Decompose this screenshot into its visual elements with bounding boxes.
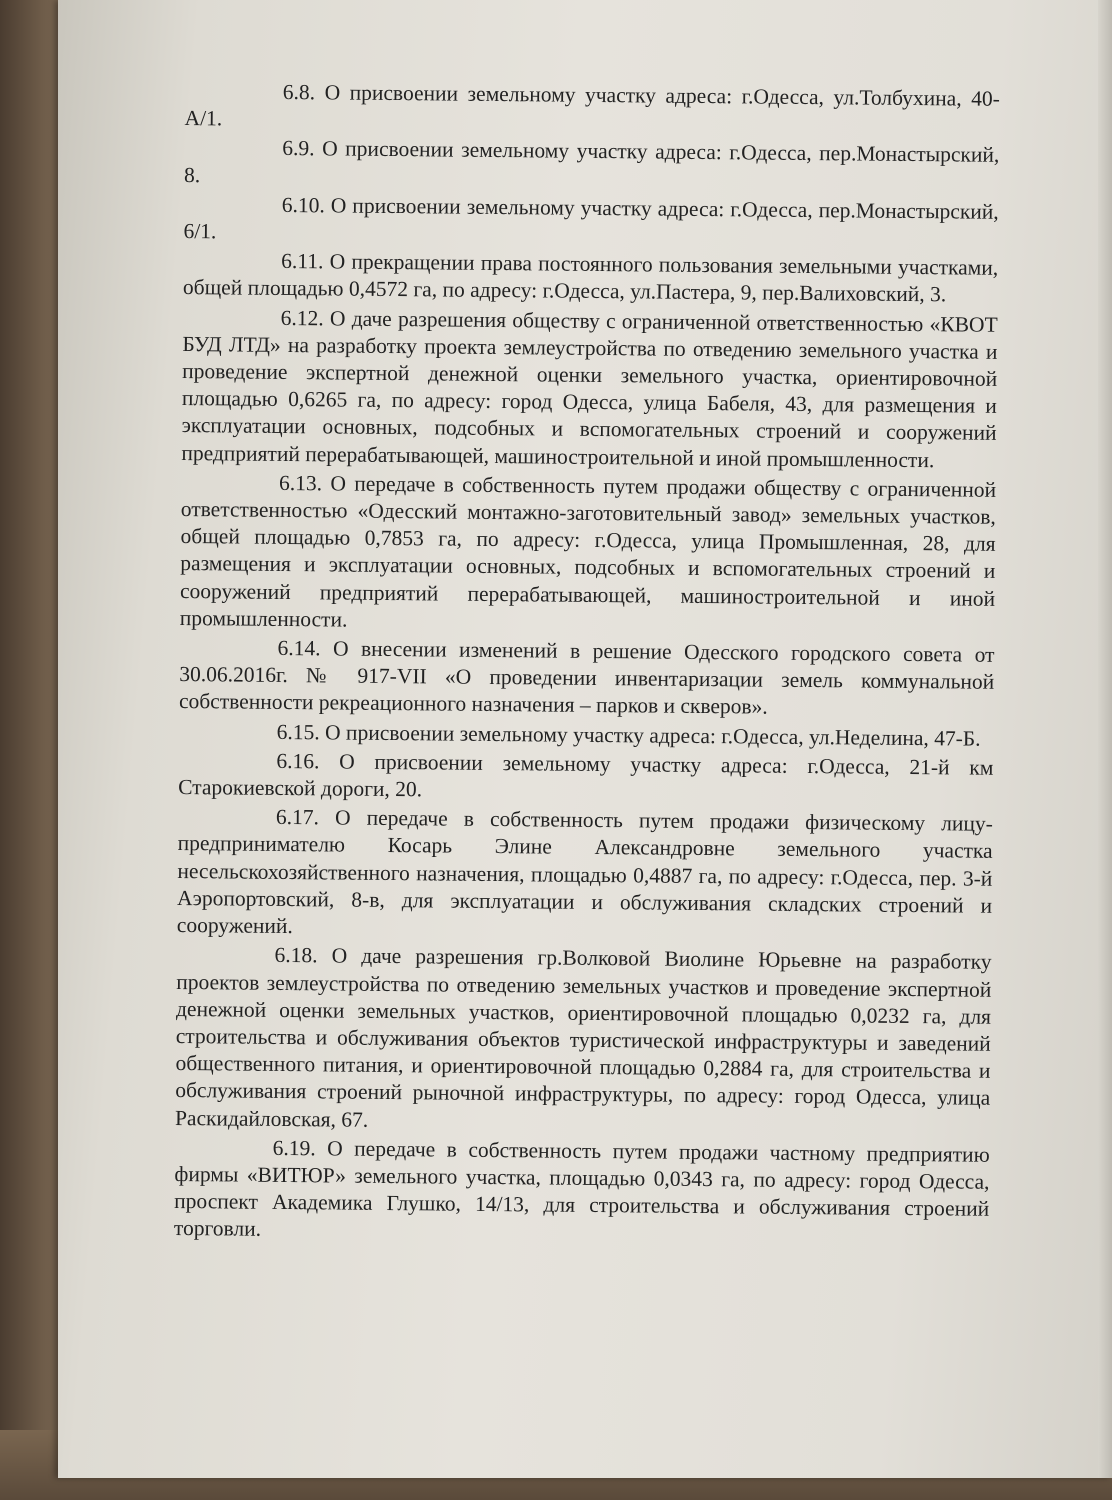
- document-body: [174, 78, 1000, 1252]
- agenda-item-6-16: 6.16. О присвоении земельному участку адреса: г.Одесса, 21-й км Старокиевской дороги, 20.: [178, 748, 994, 802]
- agenda-item-6-13: 6.13. О передаче в собственность путем продажи обществу с ограниченной ответственностью «Одесский монтажно-заготовительный завод» земельных участков, общей площадью 0,7853 га, по адресу: г.Одесса, улица Промышленная, 28, для размещения и эксплуатации основных, подсобных и вспомогательных строений и сооружений предприятий перерабатывающей, машиностроительной и иной промышленности.: [179, 470, 997, 632]
- agenda-item-6-15: 6.15. О присвоении земельному участку адреса: г.Одесса, ул.Неделина, 47-Б.: [276, 719, 981, 751]
- agenda-item-6-19: 6.19. О передаче в собственность путем продажи частному предприятию фирмы «ВИТЮР» земельного участка, площадью 0,0343 га, по адресу: город Одесса, проспект Академика Глушко, 14/13, для строительства и обслуживания строений торговли.: [173, 1135, 990, 1242]
- paper-edge: [1098, 0, 1112, 1478]
- agenda-item-6-9: 6.9. О присвоении земельному участку адреса: г.Одесса, пер.Монастырский, 8.: [183, 136, 1000, 187]
- agenda-item-6-8: 6.8. О присвоении земельному участку адреса: г.Одесса, ул.Толбухина, 40-А/1.: [184, 79, 1000, 131]
- agenda-item-6-10: 6.10. О присвоении земельному участку адреса: г.Одесса, пер.Монастырский, 6/1.: [183, 192, 999, 244]
- agenda-item-6-18: 6.18. О даче разрешения гр.Волковой Виолине Юрьевне на разработку проектов землеустройства по отведению земельных участков и проведение экспертной денежной оценки земельных участков, ориентировочной площадью 0,0232 га, для строительства и обслуживания объектов туристической инфраструктуры и заведений общественного питания, и ориентировочной площадью 0,2884 га, для строительства и обслуживания строений рыночной инфраструктуры, по адресу: город Одесса, улица Раскидайловская, 67.: [174, 943, 992, 1132]
- agenda-item-6-14: 6.14. О внесении изменений в решение Одесского городского совета от 30.06.2016г. № 917-VII «О проведении инвентаризации земель коммунальной собственности рекреационного назначения – парков и скверов».: [178, 635, 995, 720]
- agenda-item-6-12: 6.12. О даче разрешения обществу с ограниченной ответственностью «КВОТ БУД ЛТД» на разработку проекта землеустройства по отведению земельного участка и проведение экспертной денежной оценки земельного участка, ориентировочной площадью 0,6265 га, по адресу: город Одесса, улица Бабеля, 43, для размещения и эксплуатации основных, подсобных и вспомогательных строений и сооружений предприятий перерабатывающей, машиностроительной и иной промышленности.: [181, 305, 998, 472]
- agenda-item-6-11: 6.11. О прекращении права постоянного пользования земельными участками, общей площадью 0,4572 га, по адресу: г.Одесса, ул.Пастера, 9, пер.Валиховский, 3.: [182, 249, 999, 307]
- agenda-item-6-17: 6.17. О передаче в собственность путем продажи физическому лицу-предпринимателю Косарь Элине Александровне земельного участка несельскохозяйственного назначения, площадью 0,4887 га, по адресу: г.Одесса, пер. 3-й Аэропортовский, 8-в, для эксплуатации и обслуживания складских строений и сооружений.: [176, 805, 993, 939]
